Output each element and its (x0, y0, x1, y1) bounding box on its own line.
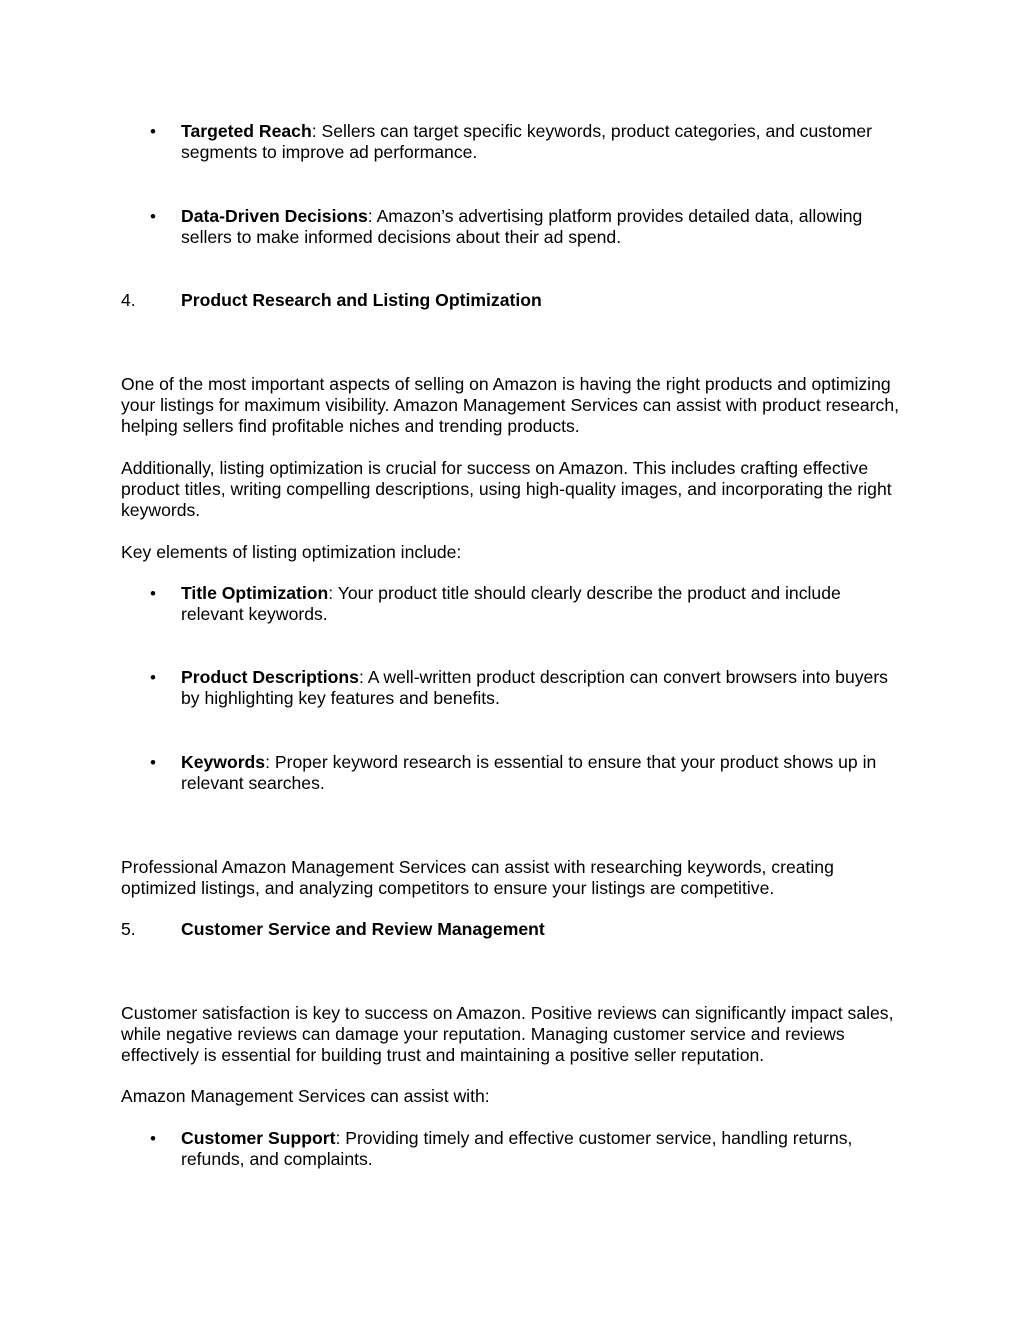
section-number: 5. (121, 919, 136, 939)
bullet-text: : Amazon’s advertising platform provides detailed data, allowing sellers to make informed decisions about their ad spend. (181, 206, 863, 247)
bullet-term: Data-Driven Decisions (181, 206, 368, 226)
bullet-term: Customer Support (181, 1128, 336, 1148)
bullet-term: Targeted Reach (181, 121, 312, 141)
bullet-term: Title Optimization (181, 583, 329, 603)
bullet-text: : Providing timely and effective customer service, handling returns, refunds, and complaints. (181, 1128, 853, 1169)
bullet-body (181, 1128, 901, 1170)
bullet-body (181, 206, 901, 248)
paragraph: Professional Amazon Management Services can assist with researching keywords, creating optimized listings, and analyzing competitors to ensure your listings are competitive. (121, 857, 834, 898)
paragraph: Key elements of listing optimization include: (121, 542, 462, 562)
bullet-dot-icon: • (150, 1129, 156, 1148)
bullet-text: : Sellers can target specific keywords, product categories, and customer segments to improve ad performance. (181, 121, 873, 162)
section-title: Customer Service and Review Management (181, 919, 545, 939)
bullet-text: : Your product title should clearly describe the product and include relevant keywords. (181, 583, 841, 624)
bullet-body (181, 667, 901, 709)
bullet-body (181, 121, 901, 163)
bullet-term: Product Descriptions (181, 667, 359, 687)
bullet-text: : A well-written product description can convert browsers into buyers by highlighting key features and benefits. (181, 667, 888, 708)
bullet-body (181, 752, 901, 794)
bullet-term: Keywords (181, 752, 266, 772)
bullet-dot-icon: • (150, 122, 156, 141)
paragraph: Additionally, listing optimization is crucial for success on Amazon. This includes crafting effective product titles, writing compelling descriptions, using high-quality images, and incorporating the right keywords. (121, 458, 892, 520)
bullet-body (181, 583, 901, 625)
bullet-dot-icon: • (150, 207, 156, 226)
section-number: 4. (121, 290, 136, 310)
bullet-text: : Proper keyword research is essential to ensure that your product shows up in relevant searches. (181, 752, 877, 793)
paragraph: Amazon Management Services can assist with: (121, 1086, 490, 1106)
section-title: Product Research and Listing Optimization (181, 290, 542, 310)
bullet-dot-icon: • (150, 584, 156, 603)
bullet-dot-icon: • (150, 753, 156, 772)
paragraph: Customer satisfaction is key to success on Amazon. Positive reviews can significantly impact sales, while negative reviews can damage your reputation. Managing customer service and reviews effectively is essential for building trust and maintaining a positive seller reputation. (121, 1003, 894, 1065)
bullet-dot-icon: • (150, 668, 156, 687)
paragraph: One of the most important aspects of selling on Amazon is having the right products and optimizing your listings for maximum visibility. Amazon Management Services can assist with product research, helping sellers find profitable niches and trending products. (121, 374, 899, 436)
